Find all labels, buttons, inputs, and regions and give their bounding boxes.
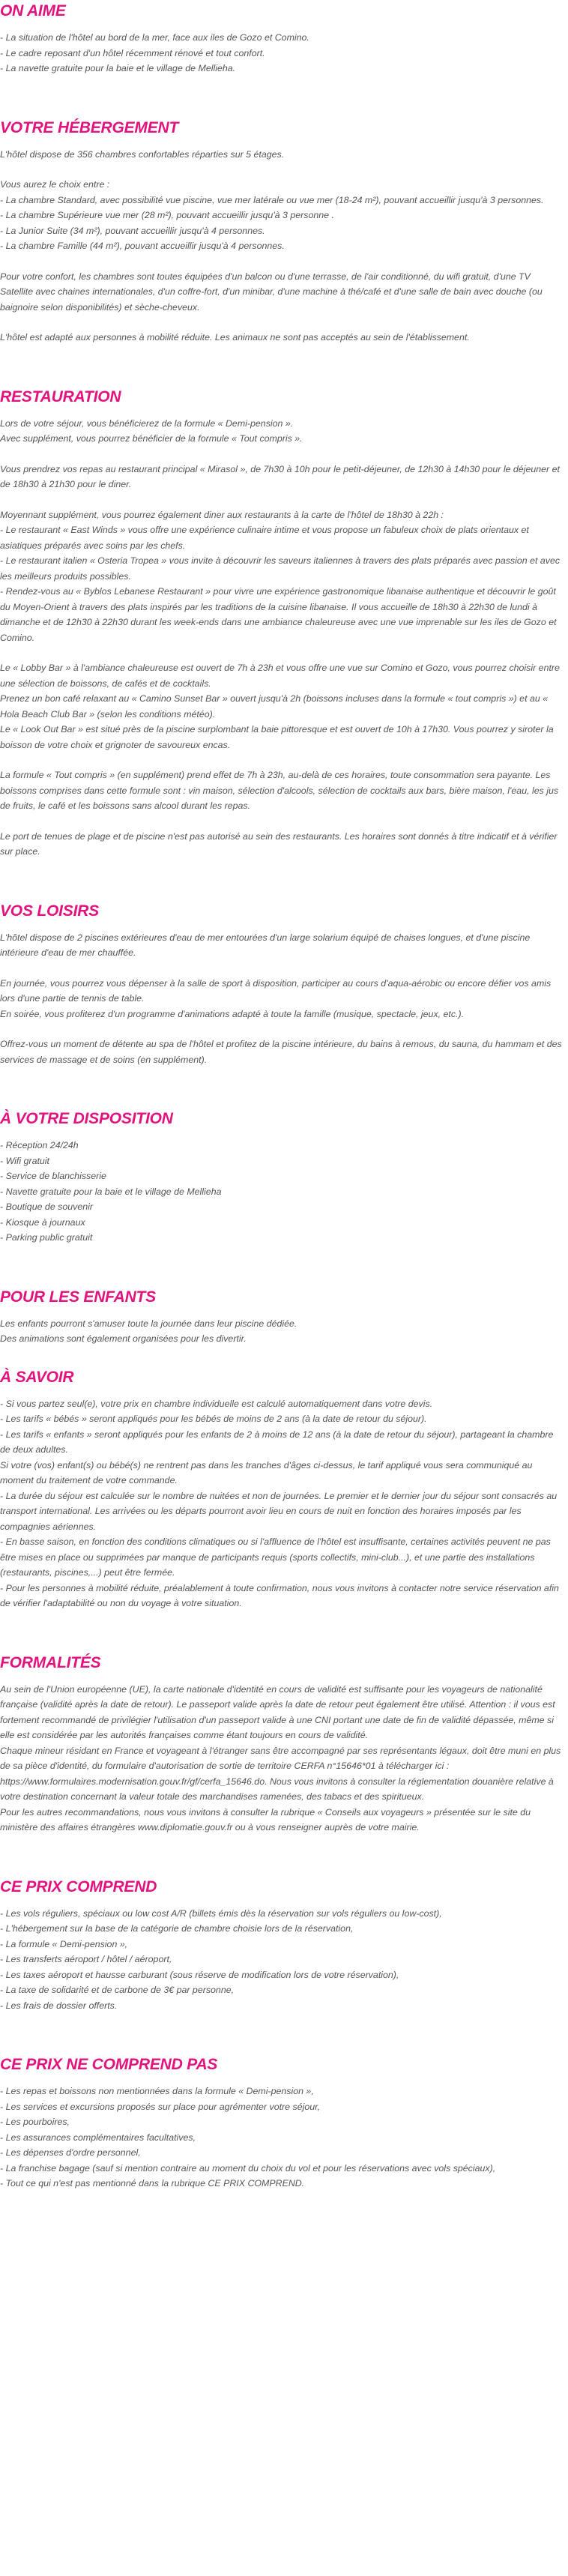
section-title: CE PRIX COMPREND [0, 1877, 157, 1895]
section-title: VOS LOISIRS [0, 902, 99, 920]
paragraph: Offrez-vous un moment de détente au spa de l'hôtel et profitez de la piscine intérieure, du bains à remous, du sauna, du hammam et des services de massage et de soins (en supplément). [0, 1039, 562, 1065]
page-content [0, 1, 565, 2192]
section-title: À VOTRE DISPOSITION [0, 1110, 173, 1127]
section-a-savoir [0, 1368, 565, 1611]
section-loisirs [0, 902, 565, 1068]
section-formalites [0, 1653, 565, 1836]
paragraph: Le port de tenues de plage et de piscine n'est pas autorisé au sein des restaurants. Les horaires sont donnés à titre indicatif et à vérifier sur place. [0, 830, 558, 857]
section-title: À SAVOIR [0, 1368, 74, 1386]
section-title: ON AIME [0, 2, 66, 19]
paragraph: Vous aurez le choix entre : - La chambre Standard, avec possibilité vue piscine, vue mer latérale ou vue mer (18-24 m²), pouvant accueillir jusqu'à 3 personnes. - La chambre Supérieure vue mer (28 m²), pouvant accueillir jusqu'à 3 personne . - La Junior Suite (34 m²), pouvant accueillir jusqu'à 4 personnes. - La chambre Famille (44 m²), pouvant accueillir jusqu'à 4 personnes. [0, 179, 544, 251]
paragraph: Le « Lobby Bar » à l'ambiance chaleureuse est ouvert de 7h à 23h et vous offre une vue sur Comino et Gozo, vous pourrez choisir entre une sélection de boissons, de cafés et de cocktails. Prenez un bon café relaxant au « Camino Sunset Bar » ouvert jusqu'à 2h (boissons incluses dans la formule « tout compris ») et au « Hola Beach Club Bar » (selon les conditions météo). Le « Look Out Bar » est situé près de la piscine surplombant la baie pittoresque et est ouvert de 10h à 17h30. Vous pourrez y siroter la boisson de votre choix et grignoter de savoureux encas. [0, 663, 560, 750]
section-title: VOTRE HÉBERGEMENT [0, 118, 179, 136]
section-pour-les-enfants [0, 1288, 565, 1347]
section-body: - Les repas et boissons non mentionnées dans la formule « Demi-pension », - Les services et excursions proposés sur place pour agrémenter votre séjour, - Les pourboires, - Les assurances complémentaires facultatives, - Les dépenses d'ordre personnel, - La franchise bagage (sauf si mention contraire au moment du choix du vol et pour les réservations avec vols spéciaux), - Tout ce qui n'est pas mentionné dans la rubrique CE PRIX COMPREND. [0, 2086, 496, 2189]
section-body: - La situation de l'hôtel au bord de la mer, face aux iles de Gozo et Comino. - Le cadre reposant d'un hôtel récemment rénové et tout confort. - La navette gratuite pour la baie et le village de Mellieha. [0, 32, 309, 73]
section-ce-prix-ne-comprend-pas [0, 2055, 565, 2192]
paragraph: L'hôtel dispose de 356 chambres confortables réparties sur 5 étages. [0, 148, 285, 160]
section-body: - Les vols réguliers, spéciaux ou low cost A/R (billets émis dès la réservation sur vols réguliers ou low-cost), - L'hébergement sur la base de la catégorie de chambre choisie lors de la réservation, - La formule « Demi-pension », - Les transferts aéroport / hôtel / aéroport, - Les taxes aéroport et hausse carburant (sous réserve de modification lors de votre réservation), - La taxe de solidarité et de carbone de 3€ par personne, - Les frais de dossier offerts. [0, 1907, 442, 2011]
paragraph: L'hôtel est adapté aux personnes à mobilité réduite. Les animaux ne sont pas acceptés au sein de l'établissement. [0, 332, 470, 343]
paragraph: Lors de votre séjour, vous bénéficierez de la formule « Demi-pension ». Avec supplément, vous pourrez bénéficier de la formule « Tout compris ». [0, 417, 303, 444]
paragraph: La formule « Tout compris » (en supplément) prend effet de 7h à 23h, au-delà de ces horaires, toute consommation sera payante. Les boissons comprises dans cette formule sont : vin maison, sélection d'alcools, sélection de cocktails aux bars, bière maison, l'eau, les jus de fruits, le café et les boissons sans alcool durant les repas. [0, 770, 559, 811]
section-body: - Si vous partez seul(e), votre prix en chambre individuelle est calculé automatiquement dans votre devis. - Les tarifs « bébés » seront appliqués pour les bébés de moins de 2 ans (à la date de retour du séjour). - Les tarifs « enfants » seront appliqués pour les enfants de 2 à moins de 12 ans (à la date de retour du séjour), partageant la chambre de deux adultes. Si votre (vos) enfant(s) ou bébé(s) ne rentrent pas dans les tranches d'âges ci-dessus, le tarif appliqué vous sera communiqué au moment du traitement de votre commande. - La durée du séjour est calculée sur le nombre de nuitées et non de journées. Le premier et le dernier jour du séjour sont consacrés au transport international. Les arrivées ou les départs pourront avoir lieu en cours de nuit en fonction des horaires imposés par les compagnies aériennes. - En basse saison, en fonction des conditions climatiques ou si l'affluence de l'hôtel est insuffisante, certaines activités peuvent ne pas être mises en place ou supprimées par manque de participants requis (sports collectifs, mini-club...), et une partie des installations (restaurants, piscines,...) peut être fermée. - Pour les personnes à mobilité réduite, préalablement à toute confirmation, nous vous invitons à contacter notre service réservation afin de vérifier l'adaptabilité ou non du voyage à votre situation. [0, 1398, 559, 1608]
paragraph: Au sein de l'Union européenne (UE), la carte nationale d'identité en cours de validité est suffisante pour les voyageurs de nationalité française (validité après la date de retour). Le passeport valide après la date de retour peut également être utilisé. Attention : il vous est fortement recommandé de privilégier l'utilisation d'un passeport valide à une CNI portant une date de fin de validité dépassée, même si elle est considérée par les autorités françaises comme étant toujours en cours de validité. Chaque mineur résidant en France et voyageant à l'étranger sans être accompagné par ses représentants légaux, doit être muni en plus de sa pièce d'identité, du formulaire d'autorisation de sortie de territoire CERFA n°15646*01 à télécharger ici : https://www.formulaires.modernisation.gouv.fr/gf/cerfa_15646.do. Nous vous invitons à consulter la réglementation douanière relative à votre destination concernant la valeur totale des marchandises ramenées, des tabacs et des spiritueux. Pour les autres recommandations, nous vous invitons à consulter la rubrique « Conseils aux voyageurs » présentée sur le site du ministère des affaires étrangères www.diplomatie.gouv.fr ou à vous renseigner auprès de votre mairie. [0, 1683, 561, 1833]
section-title: FORMALITÉS [0, 1653, 101, 1671]
paragraph: L'hôtel dispose de 2 piscines extérieures d'eau de mer entourées d'un large solarium équipé de chaises longues, et d'une piscine intérieure d'eau de mer chauffée. [0, 932, 531, 958]
section-title: RESTAURATION [0, 387, 121, 405]
section-on-aime [0, 1, 565, 76]
section-ce-prix-comprend [0, 1877, 565, 2014]
paragraph: Pour votre confort, les chambres sont toutes équipées d'un balcon ou d'une terrasse, de l'air conditionné, du wifi gratuit, d'une TV Satellite avec chaines internationales, d'un coffre-fort, d'un minibar, d'une machine à thé/café et d'une salle de bain avec douche (ou baignoire selon disponibilités) et sèche-cheveux. [0, 271, 543, 313]
section-title: CE PRIX NE COMPREND PAS [0, 2056, 218, 2073]
section-body: - Réception 24/24h - Wifi gratuit - Service de blanchisserie - Navette gratuite pour la baie et le village de Mellieha - Boutique de souvenir - Kiosque à journaux - Parking public gratuit [0, 1140, 222, 1243]
section-restauration [0, 387, 565, 860]
paragraph: Vous prendrez vos repas au restaurant principal « Mirasol », de 7h30 à 10h pour le petit-déjeuner, de 12h30 à 14h30 pour le déjeuner et de 18h30 à 21h30 pour le diner. [0, 463, 560, 489]
section-a-votre-disposition [0, 1109, 565, 1246]
paragraph: En journée, vous pourrez vous dépenser à la salle de sport à disposition, participer au cours d'aqua-aérobic ou encore défier vos amis lors d'une partie de tennis de table. En soirée, vous profiterez d'un programme d'animations adapté à toute la famille (musique, spectacle, jeux, etc.). [0, 977, 552, 1019]
section-hebergement [0, 118, 565, 346]
section-title: POUR LES ENFANTS [0, 1288, 156, 1306]
section-body: Les enfants pourront s'amuser toute la journée dans leur piscine dédiée. Des animations sont également organisées pour les divertir. [0, 1318, 297, 1344]
paragraph: Moyennant supplément, vous pourrez également diner aux restaurants à la carte de l'hôtel de 18h30 à 22h : - Le restaurant « East Winds » vous offre une expérience culinaire intime et vous propose un fabuleux choix de plats orientaux et asiatiques préparés avec soins par les chefs. - Le restaurant italien « Osteria Tropea » vous invite à découvrir les saveurs italiennes à travers des plats préparés avec passion et avec les meilleurs produits possibles. - Rendez-vous au « Byblos Lebanese Restaurant » pour vivre une expérience gastronomique libanaise authentique et découvrir le goût du Moyen-Orient à travers des plats inspirés par les traditions de la cuisine libanaise. Il vous accueille de 18h30 à 22h30 de lundi à dimanche et de 12h30 à 22h30 durant les week-ends dans une ambiance chaleureuse avec une vue imprenable sur les iles de Gozo et Comino. [0, 509, 561, 643]
